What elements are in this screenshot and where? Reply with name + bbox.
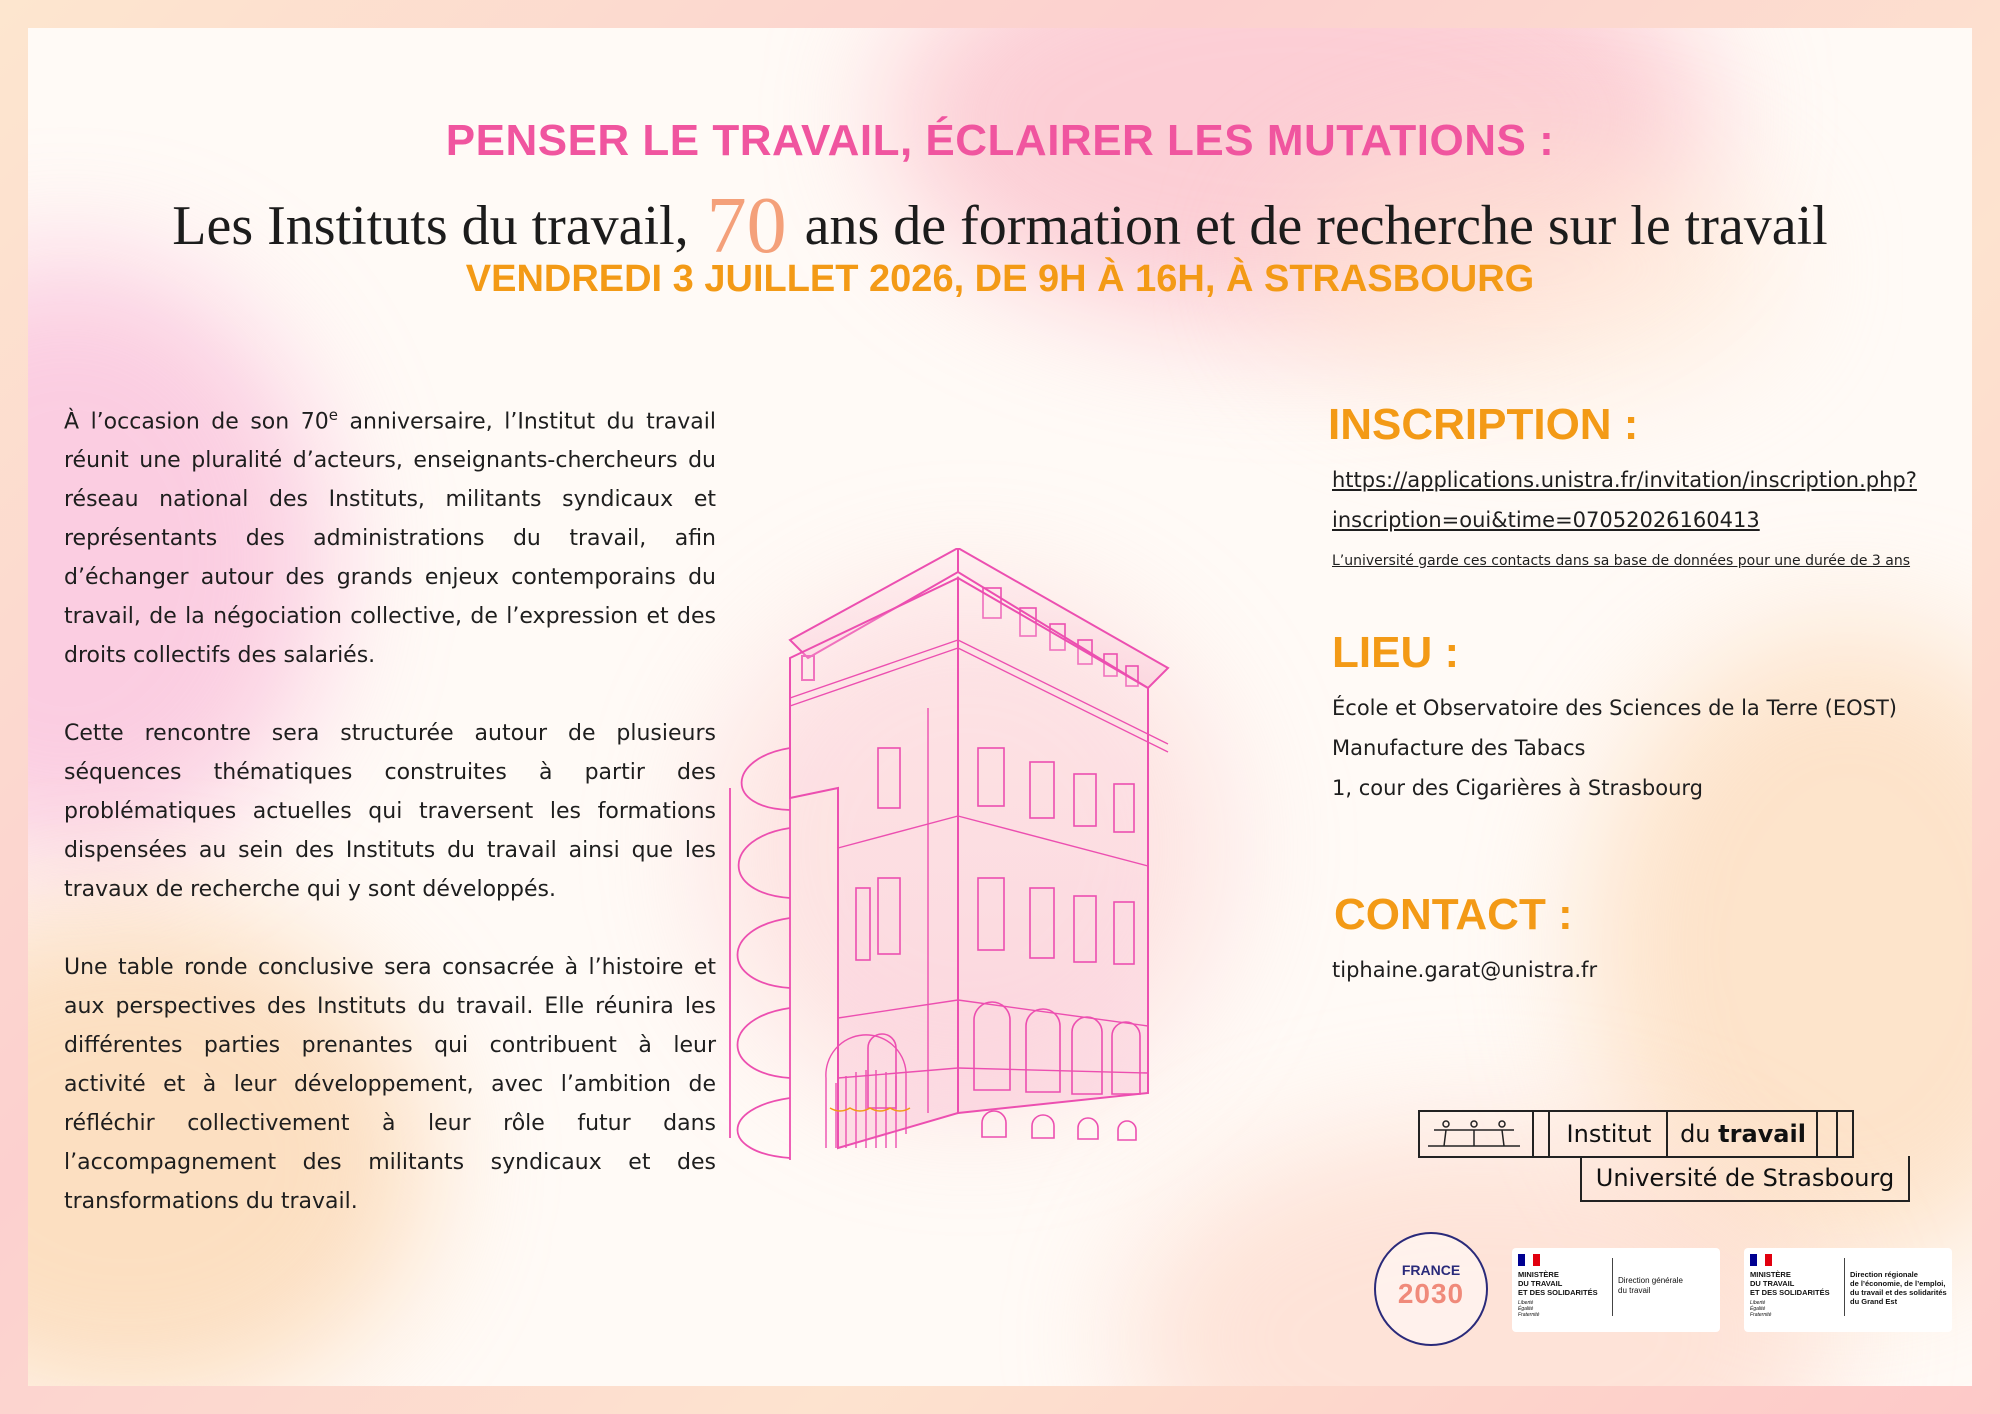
paragraph-1: À l’occasion de son 70e anniversaire, l’Institut du travail réunit une pluralité d’acteurs, enseignants-chercheurs du réseau national des Instituts, militants syndicaux et représentants des administrations du travail, afin d’échanger autour des grands enjeux contemporains du travail, de la négociation collective, de l’expression et des droits collectifs des salariés. [64,406,716,669]
paragraph-3: Une table ronde conclusive sera consacrée à l’histoire et aux perspectives des Instituts du travail. Elle réunira les différentes parties prenantes qui contribuent à leur activité et à leur développement, avec l’ambition de réfléchir collectivement à leur rôle futur dans l’accompagnement des militants syndicaux et des transformations du travail. [64,955,716,1215]
ministry-dgt-logo: MINISTÈRE DU TRAVAIL ET DES SOLIDARITÉS Liberté Égalité Fraternité Direction générale du travail [1512,1248,1720,1332]
logo-word-institut: Institut [1548,1112,1668,1156]
french-flag-icon [1750,1254,1772,1266]
venue-line-1: École et Observatoire des Sciences de la Terre (EOST) [1332,696,1898,720]
university-name: Université de Strasbourg [1595,1164,1895,1192]
france2030-logo: FRANCE 2030 [1374,1232,1488,1346]
lieu-heading: LIEU : [1332,628,1460,677]
building-illustration [728,548,1348,1188]
description-text [64,396,716,1260]
registration-link[interactable]: https://applications.unistra.fr/invitation/inscription.php? [1332,468,1917,492]
paragraph-2: Cette rencontre sera structurée autour de plusieurs séquences thématiques construites à partir des problématiques actuelles qui traversent les formations dispensées au sein des Instituts du travail ainsi que les travaux de recherche qui y sont développés. [64,721,716,903]
dgt-label: Direction générale du travail [1618,1276,1683,1295]
logo-word-travail: du travail [1666,1112,1818,1156]
contact-heading: CONTACT : [1334,890,1573,939]
venue-line-3: 1, cour des Cigarières à Strasbourg [1332,776,1704,800]
title-before: Les Instituts du travail, [172,195,689,257]
poster-kicker: PENSER LE TRAVAIL, ÉCLAIRER LES MUTATIONS : [445,116,1555,165]
poster-page [28,28,1972,1386]
venue-line-2: Manufacture des Tabacs [1332,736,1586,760]
event-date: VENDREDI 3 JUILLET 2026, DE 9H À 16H, À STRASBOURG [465,258,1535,300]
dreets-label: Direction régionale de l’économie, de l’emploi, du travail et des solidarités du Grand Est [1850,1270,1947,1306]
registration-link-cont[interactable]: inscription=oui&time=07052026160413 [1332,508,1760,532]
privacy-note: L’université garde ces contacts dans sa base de données pour une durée de 3 ans [1332,553,1911,569]
poster-title [28,173,1972,270]
workers-icon [1424,1116,1524,1152]
inscription-heading: INSCRIPTION : [1328,400,1639,449]
title-after: ans de formation et de recherche sur le travail [804,195,1828,257]
institut-logo [1418,1110,1854,1158]
ministry-dreets-logo: MINISTÈRE DU TRAVAIL ET DES SOLIDARITÉS Liberté Égalité Fraternité Direction régionale de l’économie, de l’emploi, du travail et des solidarités du Grand Est [1744,1248,1952,1332]
french-flag-icon [1518,1254,1540,1266]
anniversary-number: 70 [706,182,787,270]
logo-symbol [1424,1116,1524,1152]
university-logo [1580,1156,1910,1202]
contact-email[interactable]: tiphaine.garat@unistra.fr [1332,958,1598,982]
